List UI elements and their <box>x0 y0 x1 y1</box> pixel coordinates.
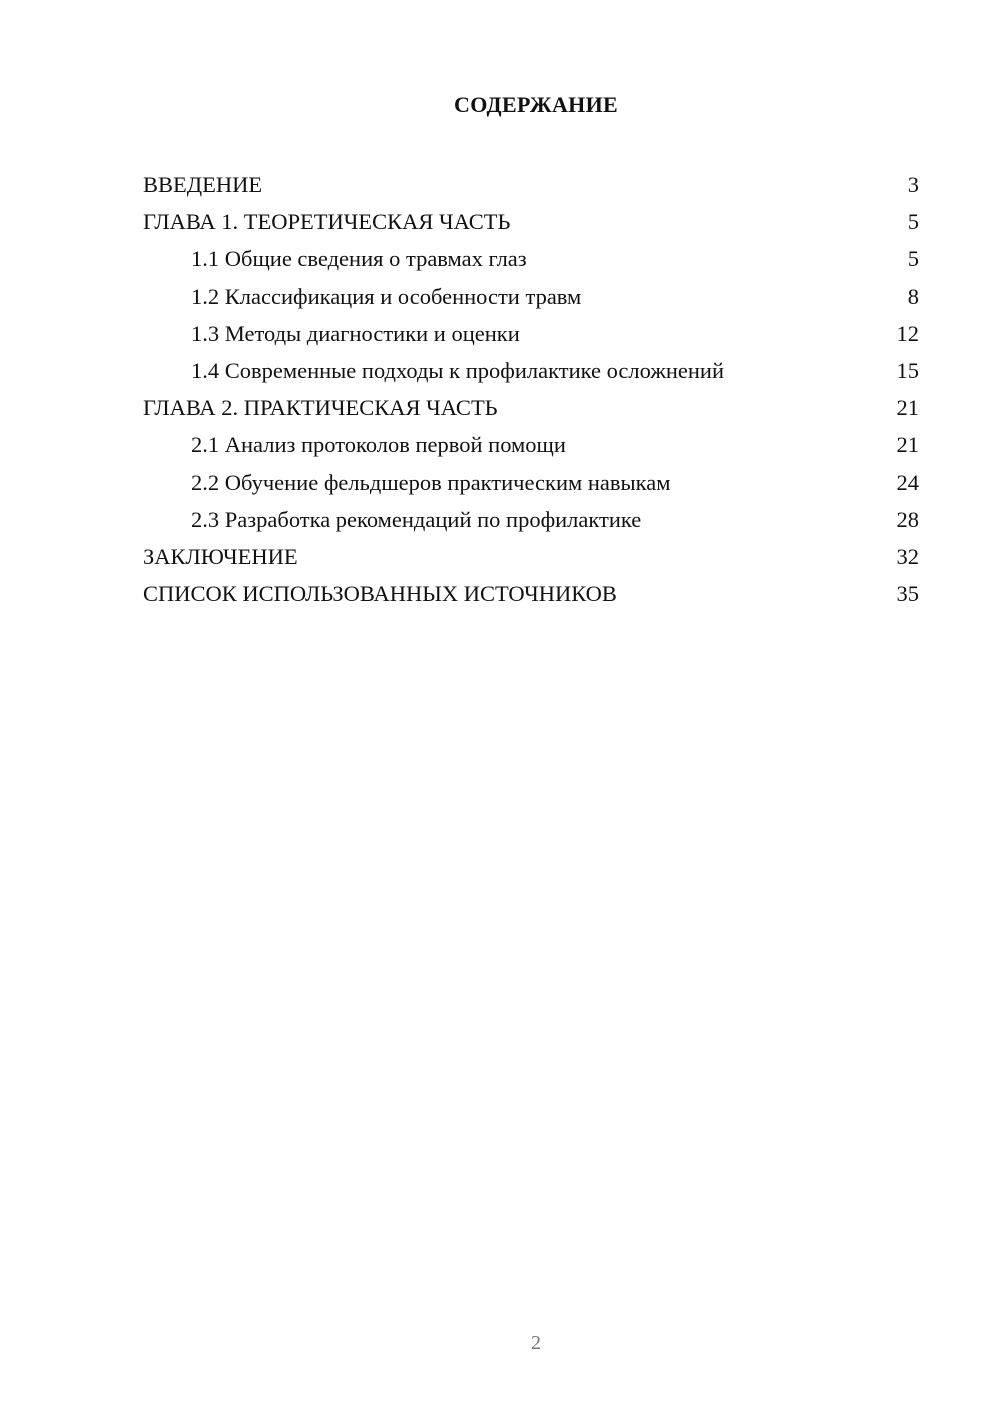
toc-entry-section-1-2 <box>143 278 919 315</box>
toc-entry-label: 1.1 Общие сведения о травмах глаз <box>191 246 527 272</box>
toc-entry-introduction <box>143 166 919 203</box>
toc-entry-label: 2.3 Разработка рекомендаций по профилактике <box>191 506 642 532</box>
table-of-contents <box>143 166 919 612</box>
toc-entry-label: ГЛАВА 1. ТЕОРЕТИЧЕСКАЯ ЧАСТЬ <box>143 209 511 235</box>
toc-entry-page: 21 <box>896 395 919 421</box>
toc-entry-page: 12 <box>896 320 919 346</box>
toc-entry-section-1-3 <box>143 315 919 352</box>
toc-entry-conclusion <box>143 538 919 575</box>
toc-entry-page: 3 <box>907 172 919 197</box>
toc-entry-label: ВВЕДЕНИЕ <box>143 172 263 197</box>
toc-entry-page: 8 <box>907 283 919 309</box>
toc-entry-page: 5 <box>907 209 919 235</box>
toc-entry-page: 24 <box>896 469 919 495</box>
toc-entry-page: 32 <box>896 543 919 569</box>
toc-entry-page: 5 <box>907 246 919 272</box>
toc-entry-page: 28 <box>896 506 919 532</box>
toc-entry-page: 15 <box>896 357 919 383</box>
toc-entry-label: СПИСОК ИСПОЛЬЗОВАННЫХ ИСТОЧНИКОВ <box>143 581 617 607</box>
toc-entry-label: 1.3 Методы диагностики и оценки <box>191 320 520 346</box>
toc-entry-label: 1.4 Современные подходы к профилактике осложнений <box>191 357 725 383</box>
toc-entry-section-2-1 <box>143 426 919 463</box>
toc-entry-section-2-2 <box>143 464 919 501</box>
toc-entry-label: 1.2 Классификация и особенности травм <box>191 283 582 309</box>
toc-entry-references <box>143 575 919 612</box>
toc-entry-section-1-4 <box>143 352 919 389</box>
page-number: 2 <box>531 1332 541 1354</box>
toc-entry-chapter-2 <box>143 389 919 426</box>
toc-entry-chapter-1 <box>143 203 919 240</box>
toc-entry-section-1-1 <box>143 240 919 277</box>
toc-entry-section-2-3 <box>143 501 919 538</box>
toc-entry-label: ГЛАВА 2. ПРАКТИЧЕСКАЯ ЧАСТЬ <box>143 395 498 421</box>
toc-entry-page: 35 <box>896 581 919 607</box>
toc-entry-label: 2.1 Анализ протоколов первой помощи <box>191 432 566 458</box>
toc-entry-page: 21 <box>896 432 919 458</box>
toc-title: СОДЕРЖАНИЕ <box>454 92 618 117</box>
toc-entry-label: ЗАКЛЮЧЕНИЕ <box>143 543 298 569</box>
toc-entry-label: 2.2 Обучение фельдшеров практическим навыкам <box>191 469 671 495</box>
